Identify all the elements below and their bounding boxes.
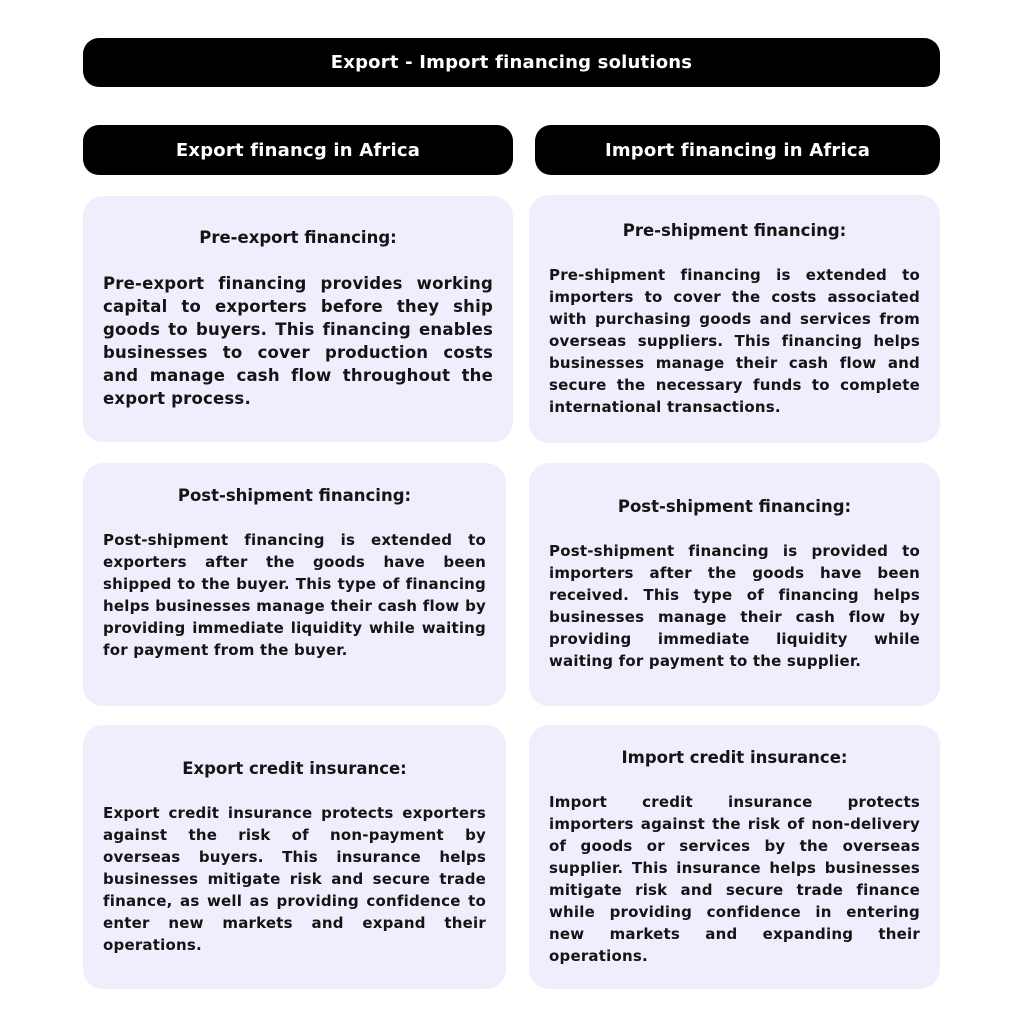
card-text: Post-shipment financing is extended to exporters after the goods have been shipped to the buyer. This type of financing helps businesses manage their cash flow by providing immediate liquidity while waiting for payment from the buyer. [103,531,486,659]
export-column-header: Export financg in Africa [83,125,513,175]
card-heading: Post-shipment financing: [177,486,412,505]
pre-export-financing-card [83,196,513,442]
card-text: Pre-export financing provides working capital to exporters before they ship goods to buyers. This financing enables businesses to cover production costs and manage cash flow throughout the export process. [103,274,493,408]
card-text: Import credit insurance protects importers against the risk of non-delivery of goods or services by the overseas supplier. This insurance helps businesses mitigate risk and secure trade finance while providing confidence in entering new markets and expanding their operations. [549,793,920,965]
import-credit-insurance-card [529,725,940,989]
card-heading: Export credit insurance: [182,759,407,778]
import-post-shipment-financing-card [529,463,940,706]
export-post-shipment-financing-card [83,463,506,706]
export-credit-insurance-card [83,725,506,989]
card-heading: Pre-shipment financing: [622,221,847,240]
pre-shipment-financing-card [529,195,940,443]
card-heading: Pre-export financing: [199,228,397,247]
card-heading: Import credit insurance: [621,748,848,767]
card-text: Post-shipment financing is provided to importers after the goods have been received. This type of financing helps businesses manage their cash flow by providing immediate liquidity while waiting for payment to the supplier. [549,542,920,670]
card-text: Pre-shipment financing is extended to importers to cover the costs associated with purchasing goods and services from overseas suppliers. This financing helps businesses manage their cash flow and secure the necessary funds to complete international transactions. [549,266,920,416]
card-text: Export credit insurance protects exporters against the risk of non-payment by overseas buyers. This insurance helps businesses mitigate risk and secure trade finance, as well as providing confidence to enter new markets and expand their operations. [103,804,486,954]
import-column-header: Import financing in Africa [535,125,940,175]
card-heading: Post-shipment financing: [617,497,852,516]
page-title: Export - Import financing solutions [83,38,940,87]
